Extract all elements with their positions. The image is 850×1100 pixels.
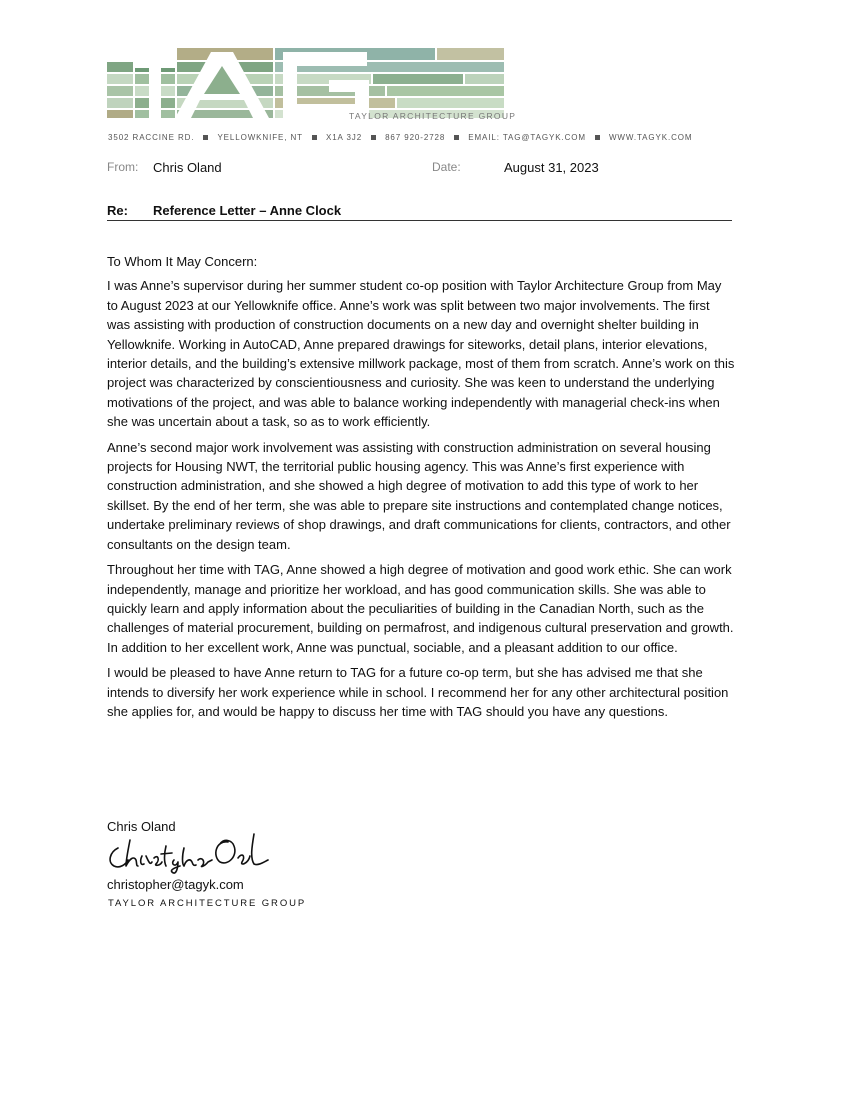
address-website: WWW.TAGYK.COM bbox=[608, 133, 693, 142]
handwritten-signature bbox=[104, 826, 274, 874]
separator-square-icon bbox=[203, 135, 208, 140]
date-value: August 31, 2023 bbox=[504, 160, 599, 175]
salutation: To Whom It May Concern: bbox=[107, 254, 258, 269]
address-postal: X1A 3J2 bbox=[325, 133, 363, 142]
address-email: EMAIL: TAG@TAGYK.COM bbox=[468, 133, 586, 142]
re-label: Re: bbox=[107, 203, 128, 218]
paragraph: Throughout her time with TAG, Anne showed a high degree of motivation and good work ethic. She can work independently, manage and prioritize her workload, and has good communication skills. She was able to quickly learn and apply information about the peculiarities of building in the Canadian North, such as the challenges of material procurement, building on permafrost, and indigenous cultural preservation and growth. In addition to her excellent work, Anne was punctual, sociable, and a pleasant addition to our office. bbox=[107, 562, 734, 655]
address-line bbox=[108, 133, 693, 142]
signer-company: TAYLOR ARCHITECTURE GROUP bbox=[108, 898, 307, 909]
tag-logo bbox=[107, 48, 504, 118]
date-label: Date: bbox=[432, 160, 461, 174]
address-city: YELLOWKNIFE, NT bbox=[217, 133, 303, 142]
separator-square-icon bbox=[454, 135, 459, 140]
subject-line bbox=[107, 203, 732, 221]
separator-square-icon bbox=[595, 135, 600, 140]
from-value: Chris Oland bbox=[153, 160, 222, 175]
signer-name: Chris Oland bbox=[107, 819, 176, 834]
paragraph: Anne’s second major work involvement was assisting with construction administration on several housing projects for Housing NWT, the territorial public housing agency. This was Anne’s first experience with construction administration, and she showed a high degree of motivation to add this type of work to her skillset. By the end of her term, she was able to prepare site instructions and contemplated change notices, undertake preliminary reviews of shop drawings, and draft communications for clients, contractors, and other consultants on the design team. bbox=[107, 439, 731, 552]
from-label: From: bbox=[107, 160, 139, 174]
address-street: 3502 RACCINE RD. bbox=[108, 133, 195, 142]
letter-body bbox=[107, 252, 735, 727]
separator-square-icon bbox=[371, 135, 376, 140]
re-subject: Reference Letter – Anne Clock bbox=[153, 203, 342, 218]
separator-square-icon bbox=[312, 135, 317, 140]
address-phone: 867 920-2728 bbox=[385, 133, 446, 142]
paragraph: I would be pleased to have Anne return to TAG for a future co-op term, but she has advised me that she intends to diversify her work experience while in school. I recommend her for any other architectural position she applies for, and would be happy to discuss her time with TAG should you have any questions. bbox=[107, 665, 729, 719]
paragraph: I was Anne’s supervisor during her summer student co-op position with Taylor Architecture Group from May to August 2023 at our Yellowknife office. Anne’s work was split between two major involvements. The first was assisting with production of construction documents on a new day and overnight shelter building in Yellowknife. Working in AutoCAD, Anne prepared drawings for siteworks, detail plans, interior elevations, interior details, and the building’s extensive millwork package, most of them from scratch. Anne’s work on this project was characterized by conscientiousness and curiosity. She was keen to understand the underlying motivations of the project, and was able to balance working independently with managerial check-ins when she was uncertain about a task, so as to work efficiently. bbox=[107, 278, 735, 430]
signer-email: christopher@tagyk.com bbox=[107, 877, 244, 892]
company-tagline: TAYLOR ARCHITECTURE GROUP bbox=[349, 111, 517, 121]
